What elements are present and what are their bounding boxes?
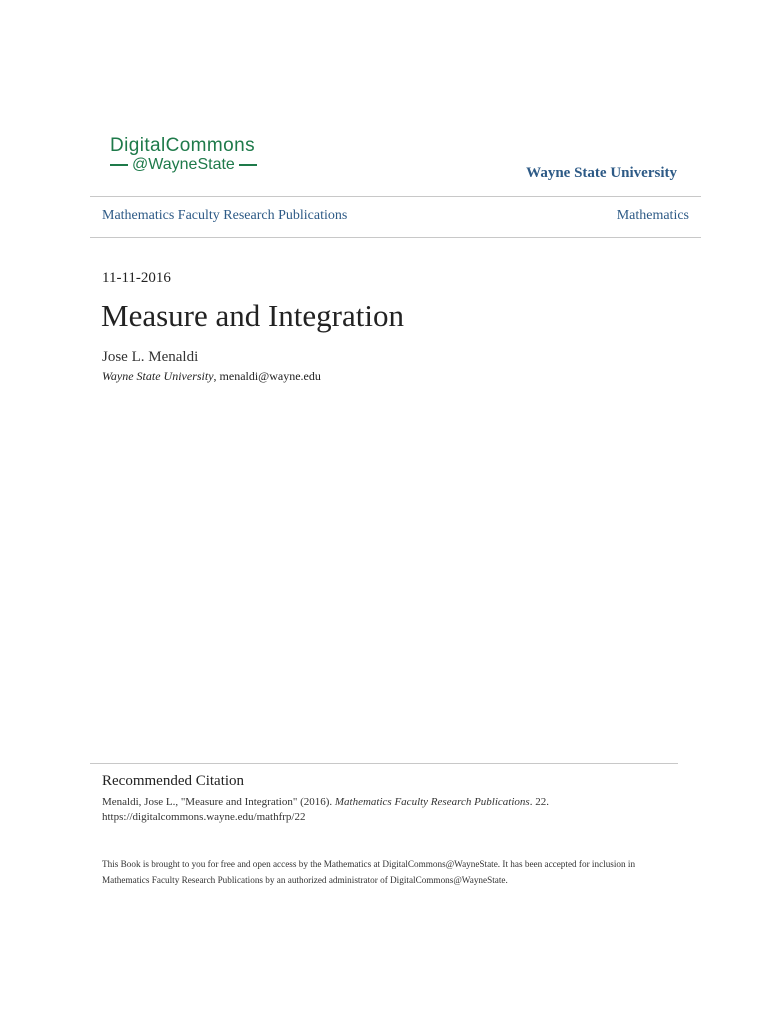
university-link[interactable]: Wayne State University: [526, 165, 677, 181]
access-note-line-2: Mathematics Faculty Research Publications by an authorized administrator of DigitalCommons@WayneState.: [102, 875, 508, 885]
logo-wordmark-top: DigitalCommons: [110, 135, 255, 156]
open-access-note: [102, 856, 682, 888]
logo-wordmark-bottom: @WayneState: [132, 156, 235, 173]
citation-text-before: Menaldi, Jose L., "Measure and Integration" (2016).: [102, 796, 335, 808]
logo-wordmark-bottom-row: [110, 156, 300, 174]
digital-commons-logo[interactable]: [110, 136, 300, 174]
logo-rule-right: [239, 164, 257, 166]
citation-url-link[interactable]: https://digitalcommons.wayne.edu/mathfrp/22: [102, 811, 306, 823]
series-link[interactable]: Mathematics Faculty Research Publications: [102, 208, 348, 223]
citation-heading: Recommended Citation: [102, 773, 245, 789]
citation-text-after: . 22.: [529, 796, 549, 808]
author-name: Jose L. Menaldi: [102, 349, 199, 365]
author-email: , menaldi@wayne.edu: [213, 369, 321, 383]
access-note-line-1: This Book is brought to you for free and open access by the Mathematics at DigitalCommons@WayneState. It has been accepted for inclusion in: [102, 859, 636, 869]
logo-rule-left: [110, 164, 128, 166]
citation-text: [102, 795, 682, 825]
author-affiliation: [102, 369, 321, 384]
publication-date: 11-11-2016: [102, 270, 171, 286]
citation-divider: [90, 763, 678, 764]
author-institution: Wayne State University: [102, 369, 214, 383]
document-title: Measure and Integration: [101, 298, 404, 333]
citation-journal: Mathematics Faculty Research Publications: [334, 796, 530, 808]
collection-nav-bar: [90, 196, 701, 238]
department-link[interactable]: Mathematics: [616, 208, 689, 223]
